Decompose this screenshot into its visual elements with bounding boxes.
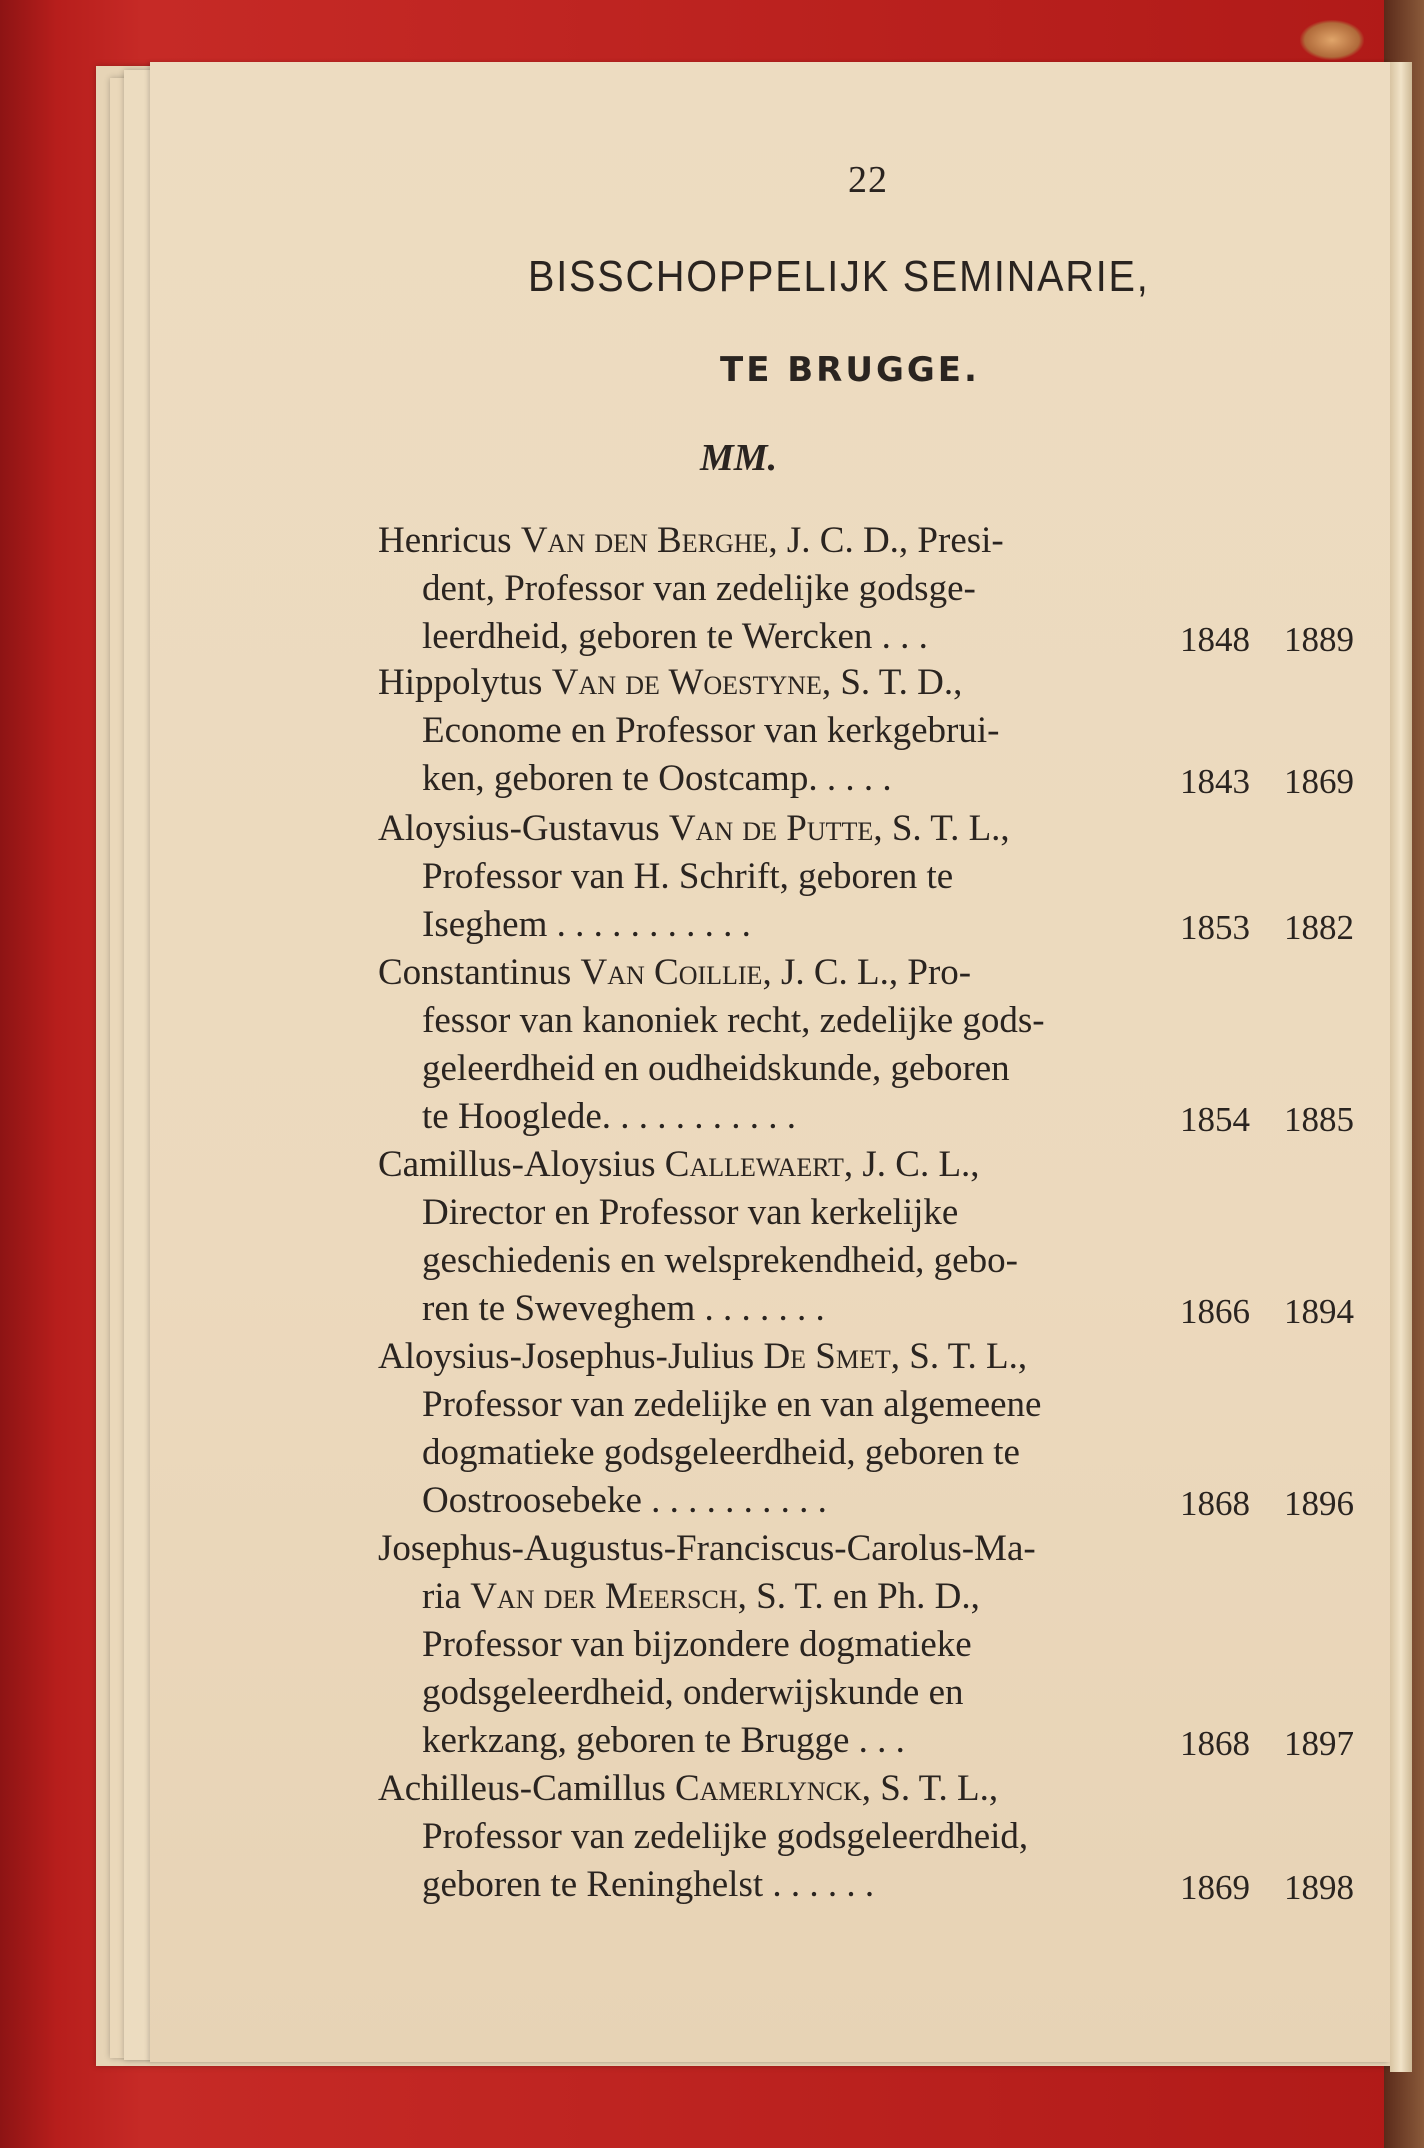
end-year: 1894	[1284, 1292, 1354, 1331]
end-year: 1885	[1284, 1100, 1354, 1139]
entry-line: geschiedenis en welsprekendheid, gebo-	[422, 1240, 1018, 1281]
page-title: BISSCHOPPELIJK SEMINARIE,	[528, 252, 1150, 301]
entry-line: fessor van kanoniek recht, zedelijke gods-	[422, 1000, 1045, 1041]
page-number: 22	[848, 159, 888, 201]
end-year: 1869	[1284, 762, 1354, 801]
surname: Van de Woestyne	[551, 662, 822, 703]
start-year: 1854	[1180, 1100, 1250, 1139]
entry-line: Josephus-Augustus-Franciscus-Carolus-Ma-	[378, 1528, 1036, 1569]
entry-line: ken, geboren te Oostcamp. . . . .	[422, 758, 892, 799]
end-year: 1889	[1284, 620, 1354, 659]
entry-line: Director en Professor van kerkelijke	[422, 1192, 959, 1233]
start-year: 1866	[1180, 1292, 1250, 1331]
entry-line: Professor van zedelijke en van algemeene	[422, 1384, 1042, 1425]
entry-line: geboren te Reninghelst . . . . . .	[422, 1864, 875, 1905]
entry-line: Professor van zedelijke godsgeleerdheid,	[422, 1816, 1029, 1857]
start-year: 1843	[1180, 762, 1250, 801]
surname: Van der Meersch	[470, 1576, 738, 1617]
entry-line: ren te Sweveghem . . . . . . .	[422, 1288, 825, 1329]
entry-years	[1180, 764, 1392, 799]
start-year: 1868	[1180, 1724, 1250, 1763]
entry-years	[1180, 1726, 1392, 1761]
entry-line: Aloysius-Gustavus Van de Putte, S. T. L.,	[378, 808, 1010, 849]
surname: De Smet	[763, 1336, 891, 1377]
surname: Camerlynck	[675, 1768, 862, 1809]
surname: Van den Berghe	[520, 520, 769, 561]
surname: Van de Putte	[668, 808, 874, 849]
entry-line: kerkzang, geboren te Brugge . . .	[422, 1720, 905, 1761]
entry-line: Constantinus Van Coillie, J. C. L., Pro-	[378, 952, 972, 993]
entry-line: dent, Professor van zedelijke godsge-	[422, 568, 976, 609]
entry-line: leerdheid, geboren te Wercken . . .	[422, 616, 928, 657]
entry-years	[1180, 910, 1392, 945]
entry-line: Professor van bijzondere dogmatieke	[422, 1624, 972, 1665]
surname: Van Coillie	[580, 952, 763, 993]
start-year: 1853	[1180, 908, 1250, 947]
entry-line: Professor van H. Schrift, geboren te	[422, 856, 954, 897]
start-year: 1869	[1180, 1868, 1250, 1907]
entry-years	[1180, 1870, 1392, 1905]
start-year: 1848	[1180, 620, 1250, 659]
end-year: 1896	[1284, 1484, 1354, 1523]
entry-years	[1180, 1294, 1392, 1329]
start-year: 1868	[1180, 1484, 1250, 1523]
entry-line: Iseghem . . . . . . . . . . .	[422, 904, 751, 945]
entry-line: Henricus Van den Berghe, J. C. D., Presi-	[378, 520, 1004, 561]
entry-years	[1180, 622, 1392, 657]
page-subtitle: TE BRUGGE.	[720, 350, 980, 390]
entry-line: te Hooglede. . . . . . . . . . .	[422, 1096, 797, 1137]
entry-years	[1180, 1486, 1392, 1521]
entry-line: Achilleus-Camillus Camerlynck, S. T. L.,	[378, 1768, 999, 1809]
end-year: 1897	[1284, 1724, 1354, 1763]
entry-line: godsgeleerdheid, onderwijskunde en	[422, 1672, 964, 1713]
entry-line: ria Van der Meersch, S. T. en Ph. D.,	[422, 1576, 980, 1617]
entry-line: dogmatieke godsgeleerdheid, geboren te	[422, 1432, 1020, 1473]
entry-line: geleerdheid en oudheidskunde, geboren	[422, 1048, 1010, 1089]
salutation: MM.	[700, 437, 778, 479]
surname: Callewaert	[664, 1144, 844, 1185]
entry-line: Econome en Professor van kerkgebrui-	[422, 710, 1000, 751]
entry-line: Oostroosebeke . . . . . . . . . .	[422, 1480, 827, 1521]
entry-line: Camillus-Aloysius Callewaert, J. C. L.,	[378, 1144, 980, 1185]
end-year: 1898	[1284, 1868, 1354, 1907]
entry-years	[1180, 1102, 1392, 1137]
end-year: 1882	[1284, 908, 1354, 947]
entry-line: Aloysius-Josephus-Julius De Smet, S. T. L.,	[378, 1336, 1028, 1377]
entry-line: Hippolytus Van de Woestyne, S. T. D.,	[378, 662, 963, 703]
